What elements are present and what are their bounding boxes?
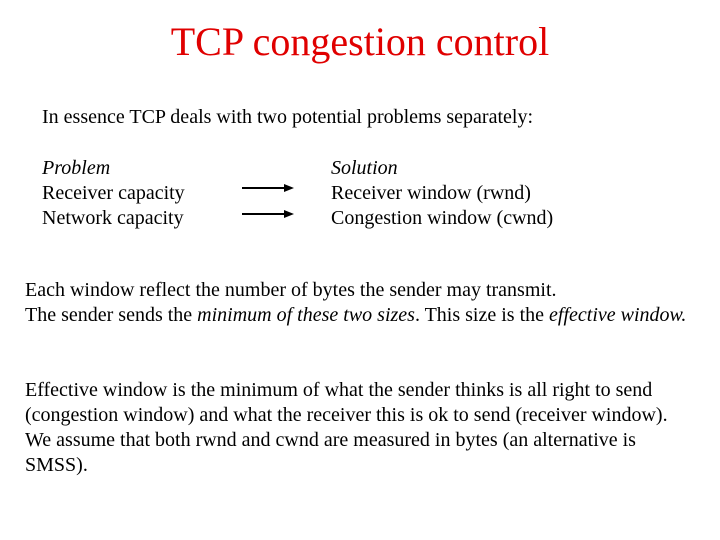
paragraph-line: Effective window is the minimum of what the sender thinks is all right to send (congestion window) and what the receiver this is ok to send (receiver window). [25, 379, 668, 426]
paragraph-line [25, 303, 695, 328]
problem-row-receiver: Receiver capacity [42, 182, 185, 204]
slide-title: TCP congestion control [170, 19, 550, 64]
right-arrow-icon [242, 209, 294, 219]
problem-header: Problem [42, 157, 111, 179]
emphasis-text: effective window. [549, 304, 687, 326]
paragraph-line: We assume that both rwnd and cwnd are measured in bytes (an alternative is SMSS). [25, 429, 636, 476]
paragraph-text: The sender sends the [25, 304, 198, 326]
right-arrow-icon [242, 183, 294, 193]
problem-row-network: Network capacity [42, 207, 184, 229]
emphasis-text: minimum of these two sizes [197, 304, 415, 326]
solution-column [331, 156, 553, 231]
paragraph-line: Each window reflect the number of bytes the sender may transmit. [25, 279, 557, 301]
paragraph-text: . This size is the [414, 304, 550, 326]
intro-text: In essence TCP deals with two potential problems separately: [42, 106, 533, 128]
solution-row-rwnd: Receiver window (rwnd) [331, 182, 531, 204]
solution-header: Solution [331, 157, 398, 179]
effective-window-paragraph [25, 278, 695, 328]
solution-row-cwnd: Congestion window (cwnd) [331, 207, 554, 229]
definition-paragraph [25, 378, 695, 478]
problem-column [42, 156, 185, 231]
